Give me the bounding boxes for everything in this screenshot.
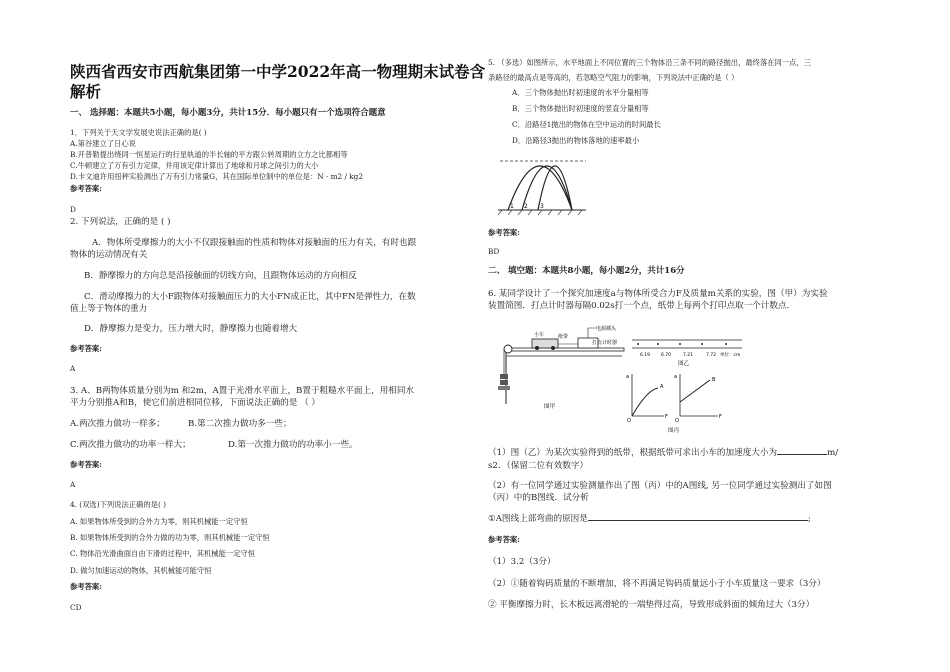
q4-option-a: A. 如果物体所受到的合外力为零，则其机械能一定守恒 — [70, 517, 248, 526]
q6-part3-end: ; — [807, 514, 811, 524]
q1-option-a: A.第谷建立了日心说 — [70, 139, 136, 148]
tape-value-2: 6.70 — [661, 353, 672, 358]
power-cord — [588, 328, 596, 338]
path-1-label: 1 — [510, 203, 514, 210]
q6-part1-blank[interactable] — [777, 454, 827, 455]
q6-part2-line2: （丙）中的B图线．试分析 — [488, 493, 589, 503]
graph-b-y-label: a — [674, 374, 678, 380]
q3-option-c: C.两次推力做功的功率一样大； — [70, 440, 191, 450]
q6-part1-unit: m/ — [827, 448, 839, 458]
graph-a-origin: O — [627, 418, 631, 424]
q5-answer-label: 参考答案: — [488, 228, 520, 237]
graph-b-x-label: F — [719, 414, 722, 420]
q2-answer-label: 参考答案: — [70, 344, 102, 353]
q3-stem-line1: 3. A、B两物体质量分别为m 和2m，A置于光滑水平面上，B置于粗糙水平面上，用相同水 — [70, 386, 415, 396]
tape-dots — [637, 343, 727, 345]
page-title-line2: 解析 — [70, 82, 102, 101]
q2-option-a-line2: 物体的运动情况有关 — [70, 250, 148, 260]
car-wheel-rear — [551, 346, 555, 350]
tape-value-1: 6.19 — [640, 353, 651, 358]
figure-yi-label: 图乙 — [678, 361, 690, 367]
path-2-label: 2 — [524, 203, 528, 210]
q4-option-d: D. 做匀加速运动的物体，其机械能可能守恒 — [70, 566, 212, 575]
section1-heading: 一、 选择题：本题共5小题，每小题3分，共计15分．每小题只有一个选项符合题意 — [70, 108, 386, 118]
q2-option-c-line1: C．滑动摩擦力的大小F跟物体对接触面压力的大小FN成正比，其中FN是弹性力，在数 — [84, 292, 416, 302]
tape-unit: 单位：cm — [720, 353, 741, 358]
q6-part3 — [488, 512, 811, 524]
q1-stem: 1．下列关于天文学发展史说法正确的是( ) — [70, 128, 207, 137]
graph-b-line — [680, 380, 710, 402]
hook-weight-2 — [500, 380, 508, 385]
q4-answer-label: 参考答案: — [70, 582, 102, 591]
q4-answer: CD — [70, 603, 82, 612]
q5-answer: BD — [488, 247, 500, 256]
q6-answer-3: ② 平衡摩擦力时，长木板远离滑轮的一端垫得过高，导致形成斜面的倾角过大（3分） — [488, 600, 815, 610]
q1-option-c: C.牛顿建立了万有引力定律，并用该定律计算出了地球和月球之间引力的大小 — [70, 161, 319, 170]
q6-answer-2: （2）①随着钩码质量的不断增加，将不再满足钩码质量远小于小车质量这一要求（3分） — [488, 579, 826, 589]
car-wheel-front — [535, 346, 539, 350]
q4-stem: 4. (双选)下列说法正确的是( ) — [70, 500, 166, 509]
q2-option-b: B．静摩擦力的方向总是沿接触面的切线方向，且跟物体运动的方向相反 — [84, 271, 357, 281]
q5-stem-line1: 5. （多选）如图所示，水平地面上不同位置的三个物体沿三条不同的路径抛出，最终落在同一点，三 — [488, 58, 812, 67]
graph-a-x-label: F — [665, 414, 668, 420]
q5-option-a: A．三个物体抛出时初速度的水平分量相等 — [512, 88, 649, 97]
q3-answer: A — [70, 480, 76, 489]
q5-option-d: D．沿路径3抛出的物体落地的速率最小 — [512, 136, 640, 145]
q2-option-c-line2: 值上等于物体的重力 — [70, 304, 148, 314]
figure-bing-label: 图丙 — [668, 428, 680, 434]
q6-part1-line1 — [488, 446, 838, 458]
q2-stem: 2. 下列说法，正确的是 ( ) — [70, 217, 171, 227]
page-title-line1: 陕西省西安市西航集团第一中学2022年高一物理期末试卷含 — [70, 62, 486, 81]
q2-option-a-line1: A．物体所受摩擦力的大小不仅跟接触面的性质和物体对接触面的压力有关，有时也跟 — [92, 238, 417, 248]
long-board — [506, 348, 624, 351]
q6-part1-text: （1）图（乙）为某次实验得到的纸带，根据纸带可求出小车的加速度大小为 — [488, 448, 778, 458]
q5-stem-line2: 条路径的最高点是等高的，若忽略空气阻力的影响，下列说法中正确的是（ ） — [488, 73, 739, 82]
q3-option-b: B.第二次推力做功多一些； — [188, 419, 292, 429]
ground-hatching — [498, 210, 582, 215]
q6-part2-line1: （2）有一位同学通过实验测量作出了图（丙）中的A图线, 另一位同学通过实验测出了如图 — [488, 481, 832, 491]
q5-option-c: C．沿路径1抛出的物体在空中运动的时间最长 — [512, 120, 661, 129]
q5-option-b: B．三个物体抛出时初速度的竖直分量相等 — [512, 104, 649, 113]
q1-option-b: B.开普勒提出绕同一恒星运行的行星轨道的半长轴的平方跟公转周期的立方之比都相等 — [70, 150, 348, 159]
q1-answer: D — [70, 205, 76, 214]
supply-label: 电源插头 — [596, 326, 617, 332]
graph-a-curve-label: A — [660, 384, 664, 390]
q2-option-d: D．静摩擦力是变力，压力增大时，静摩擦力也随着增大 — [84, 324, 298, 334]
path-2 — [522, 166, 572, 210]
graph-a-curve — [632, 388, 658, 416]
figure-jia-label: 图甲 — [544, 404, 556, 410]
q6-stem-line2: 装置简图．打点计时器每隔0.02s打一个点，纸带上每两个打印点取一个计数点． — [488, 301, 796, 311]
q4-option-b: B. 如果物体所受到的合外力做的功为零，则其机械能一定守恒 — [70, 533, 270, 542]
projectile-paths-figure — [488, 152, 588, 216]
path-3-label: 3 — [540, 203, 544, 210]
tape-value-4: 7.72 — [706, 353, 717, 358]
apparatus-figure — [492, 318, 744, 436]
q1-option-d: D.卡文迪许用扭秤实验测出了万有引力常量G，其在国际单位制中的单位是：N · m2 / kg2 — [70, 172, 363, 181]
tape-label: 纸带 — [558, 334, 569, 340]
graph-b-line-label: B — [712, 377, 716, 383]
q6-part3-blank[interactable] — [588, 520, 808, 521]
q6-part1-line2: s2．（保留二位有效数字） — [488, 461, 589, 471]
graph-b-origin: O — [675, 418, 679, 424]
q2-answer: A — [70, 364, 76, 373]
graph-a-y-label: a — [626, 374, 630, 380]
q3-option-a: A.两次推力做功一样多； — [70, 419, 165, 429]
q4-option-c: C. 物体沿光滑曲面自由下滑的过程中，其机械能一定守恒 — [70, 549, 256, 558]
q6-answer-label: 参考答案: — [488, 535, 520, 544]
q6-answer-1: （1）3.2（3分） — [488, 557, 556, 567]
tape-value-3: 7.21 — [683, 353, 694, 358]
q1-answer-label: 参考答案: — [70, 184, 102, 193]
hook-weight-1 — [500, 374, 508, 379]
weight-hanger — [498, 386, 510, 390]
q3-stem-line2: 平力分别推A和B，使它们前进相同位移，下面说法正确的是 （ ） — [70, 398, 321, 408]
timer-label: 打点计时器 — [592, 340, 618, 346]
car-label: 小车 — [534, 332, 545, 338]
pulley — [504, 345, 512, 353]
section2-heading: 二、 填空题：本题共8小题，每小题2分，共计16分 — [488, 266, 685, 276]
q6-part3-text: ①A图线上部弯曲的原因是 — [488, 514, 588, 524]
q6-stem-line1: 6. 某同学设计了一个探究加速度a与物体所受合力F及质量m关系的实验，图（甲）为实验 — [488, 289, 828, 299]
q3-option-d: D.第一次推力做功的功率小一些。 — [228, 440, 358, 450]
q3-answer-label: 参考答案: — [70, 460, 102, 469]
